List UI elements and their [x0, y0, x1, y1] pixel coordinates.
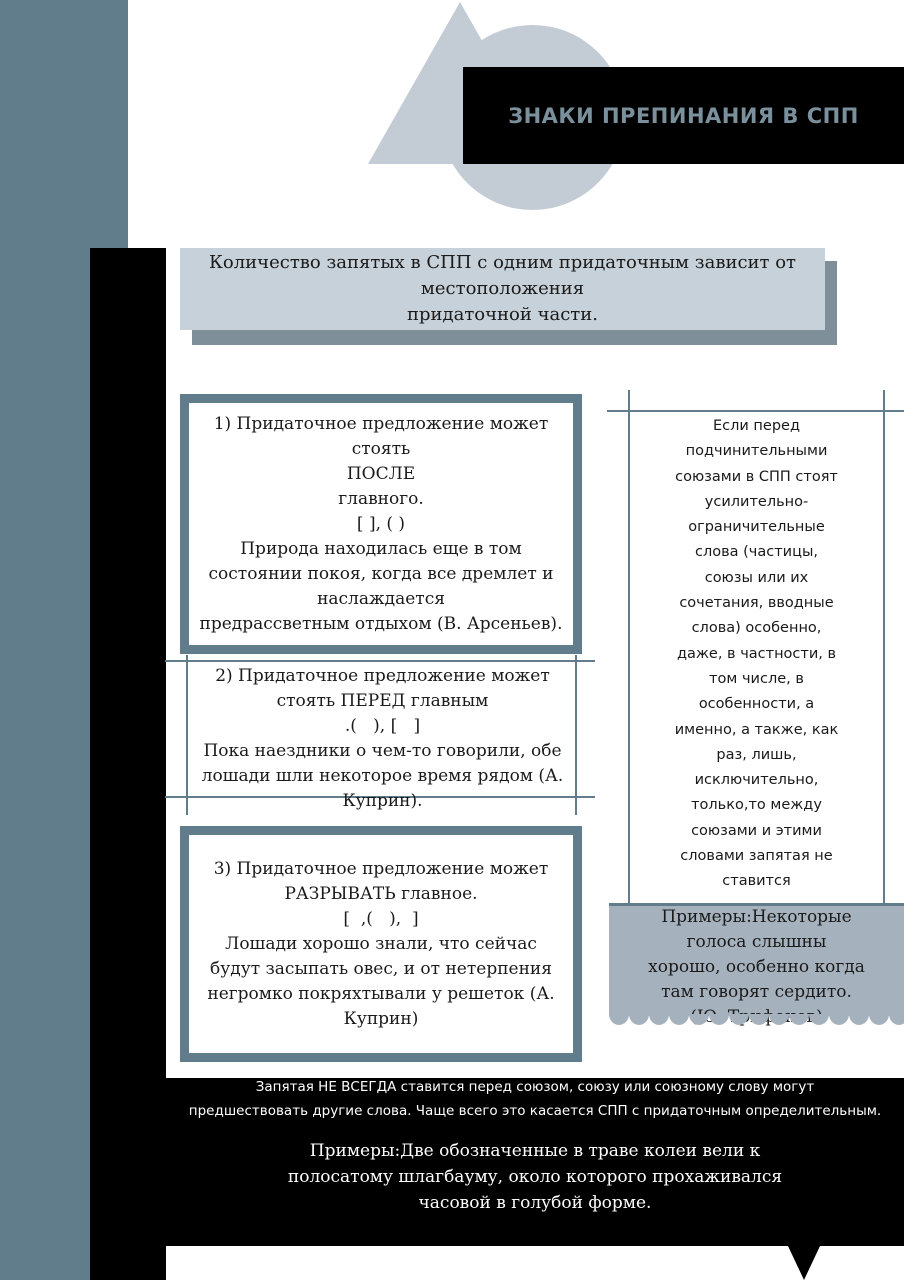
title-banner [463, 67, 904, 164]
bottom-examples-line: часовой в голубой форме. [418, 1193, 652, 1213]
side-note-line: том числе, в [709, 670, 804, 687]
rule-3-line: РАЗРЫВАТЬ главное. [284, 883, 478, 904]
side-examples-line: Примеры:Некоторые [661, 906, 852, 927]
bottom-note-line: предшествовать другие слова. Чаще всего это касается СПП с придаточным определительным. [188, 1103, 882, 1119]
rule-1-line: стоять [351, 438, 411, 459]
scallop [829, 1014, 849, 1025]
corner-triangle [788, 1246, 820, 1280]
side-note-line: именно, а также, как [674, 721, 839, 738]
rule-3-line: негромко покряхтывали у решеток (А. [207, 983, 555, 1004]
rule-2-frame-line [165, 660, 595, 662]
side-note-line: союзы или их [704, 569, 809, 586]
side-note-line: словами запятая не [680, 848, 833, 865]
rule-2-line: 2) Придаточное предложение может [215, 666, 550, 686]
side-examples-line: голоса слышны [686, 931, 827, 952]
rule-1-line: состоянии покоя, когда все дремлет и [208, 563, 554, 584]
bottom-note [166, 1075, 904, 1123]
side-note-line: слова (частицы, [694, 544, 819, 561]
side-note-frame-line [607, 410, 904, 412]
rule-2-frame-line [186, 655, 188, 815]
bottom-examples-line: Примеры:Две обозначенные в траве колеи вели к [309, 1141, 761, 1161]
side-note-line: ставится [722, 873, 791, 890]
rule-1-line: 1) Придаточное предложение может [213, 413, 549, 434]
scallop [869, 1014, 889, 1025]
rule-1-line: главного. [338, 488, 424, 509]
side-note-frame-line [883, 390, 885, 905]
bottom-examples-line: полосатому шлагбауму, около которого прохаживался [287, 1167, 783, 1187]
scallop [769, 1014, 789, 1025]
rule-2-box [190, 664, 575, 814]
side-note-line: слова) особенно, [691, 620, 822, 637]
rule-2-line: Пока наездники о чем-то говорили, обе [203, 741, 562, 761]
rule-3-line: 3) Придаточное предложение может [213, 858, 549, 879]
side-note-line: особенности, а [698, 696, 815, 713]
scallop [889, 1014, 904, 1025]
side-note-line: только,то между [691, 797, 822, 814]
page-title: ЗНАКИ ПРЕПИНАНИЯ В СПП [508, 103, 859, 128]
scallop [809, 1014, 829, 1025]
rule-3-line: Лошади хорошо знали, что сейчас [225, 933, 537, 954]
scallop [669, 1014, 689, 1025]
side-examples-box [609, 903, 904, 1016]
side-note-line: союзами и этими [691, 822, 822, 839]
rule-2-frame-line [575, 655, 577, 815]
side-note-line: исключительно, [694, 772, 819, 789]
black-side-panel [90, 248, 166, 1280]
side-note-line: союзами в СПП стоят [675, 468, 838, 485]
rule-1-line: предрассветным отдыхом (В. Арсеньев). [199, 613, 563, 634]
rule-1-line: Природа находилась еще в том [240, 538, 522, 559]
scallop [709, 1014, 729, 1025]
scallop [789, 1014, 809, 1025]
bottom-note-line: Запятая НЕ ВСЕГДА ставится перед союзом, союзу или союзному слову могут [255, 1079, 815, 1095]
rule-1-scheme: [ ], ( ) [356, 513, 406, 534]
scallop [849, 1014, 869, 1025]
rule-1-line: наслаждается [317, 588, 445, 609]
side-note-line: усилительно- [704, 493, 809, 510]
scallop [749, 1014, 769, 1025]
rule-2-line: стоять ПЕРЕД главным [276, 691, 489, 711]
scallop [649, 1014, 669, 1025]
side-note-line: сочетания, вводные [679, 595, 834, 612]
side-examples-line: там говорят сердито. [661, 981, 852, 1002]
side-note-line: раз, лишь, [716, 746, 797, 763]
rule-1-box [180, 394, 582, 654]
side-note-line: ограничительные [688, 519, 825, 536]
scalloped-edge [609, 1014, 904, 1034]
rule-3-box [180, 826, 582, 1062]
side-examples-line: хорошо, особенно когда [648, 956, 865, 977]
rule-1-line: ПОСЛЕ [346, 463, 416, 484]
intro-line: придаточной части. [407, 304, 598, 325]
intro-box [180, 248, 825, 330]
scallop [629, 1014, 649, 1025]
intro-line: местоположения [420, 278, 585, 299]
side-note-line: подчинительными [685, 443, 828, 460]
bottom-examples [200, 1138, 870, 1216]
rule-2-line: лошади шли некоторое время рядом (А. [201, 766, 564, 786]
rule-3-line: Куприн) [343, 1008, 419, 1029]
rule-3-scheme: [ ,( ), ] [343, 908, 419, 929]
rule-2-line: Куприн). [342, 791, 423, 811]
scallop [689, 1014, 709, 1025]
scallop [729, 1014, 749, 1025]
side-note-line: Если перед [713, 418, 800, 434]
side-note-text [632, 414, 881, 895]
rule-2-scheme: .( ), [ ] [344, 716, 421, 736]
intro-line: Количество запятых в СПП с одним придаточным зависит от [208, 252, 797, 273]
rule-3-line: будут засыпать овес, и от нетерпения [210, 958, 552, 979]
side-note-line: даже, в частности, в [676, 645, 837, 662]
scallop [609, 1014, 629, 1025]
side-note-frame-line [628, 390, 630, 905]
